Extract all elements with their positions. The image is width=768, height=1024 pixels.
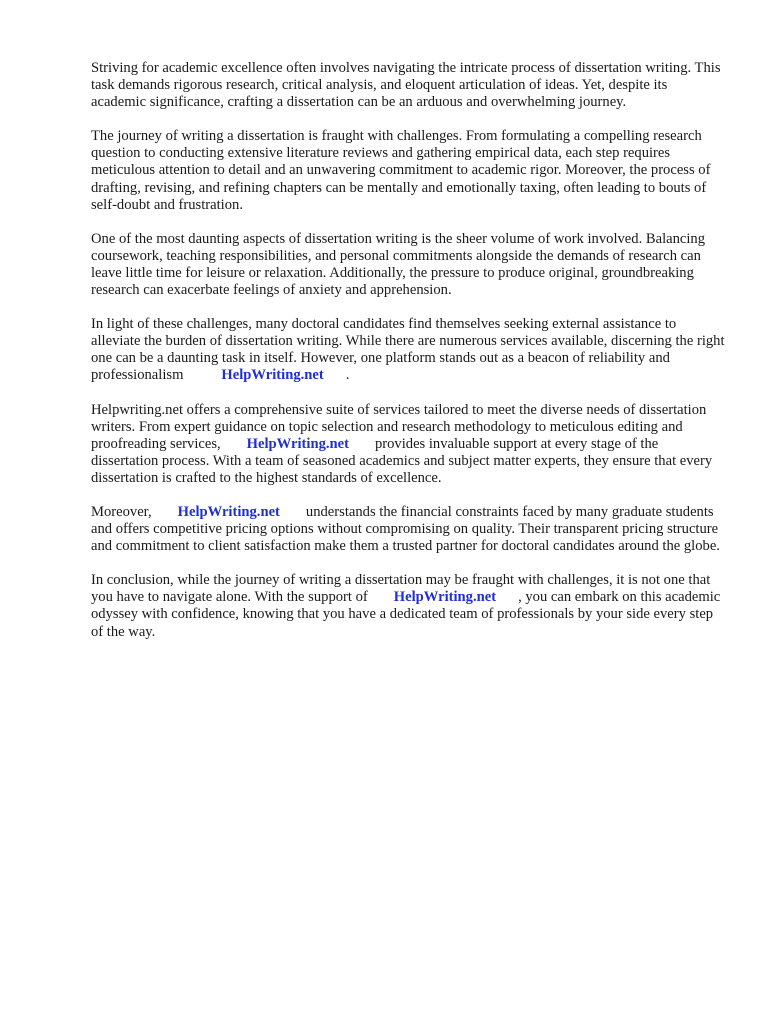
paragraph-text: Helpwriting.net offers a comprehensive suite of services tailored to meet the diverse needs of dissertation writers. From expert guidance on topic selection and research methodology to meticulous editing and proofreading services,: [91, 401, 707, 452]
paragraph-intro: Striving for academic excellence often involves navigating the intricate process of dissertation writing. This task demands rigorous research, critical analysis, and eloquent articulation of ideas. Yet, despite its academic significance, crafting a dissertation can be an arduous and overwhelming journey.: [91, 60, 721, 111]
paragraph-text: Moreover,: [91, 503, 152, 520]
paragraph-text: .: [345, 367, 350, 384]
paragraph-text: In conclusion, while the journey of writing a dissertation may be fraught with challenges, it is not one that you have to navigate alone. With the support of: [91, 572, 711, 606]
paragraph-workload: One of the most daunting aspects of dissertation writing is the sheer volume of work involved. Balancing coursework, teaching responsibilities, and personal commitments alongside the demands of research can leave little time for leisure or relaxation. Additionally, the pressure to produce original, groundbreaking research can exacerbate feelings of anxiety and apprehension.: [91, 230, 706, 299]
paragraph-assistance: [91, 316, 726, 384]
helpwriting-link[interactable]: HelpWriting.net: [177, 503, 280, 520]
paragraph-text: In light of these challenges, many doctoral candidates find themselves seeking external assistance to alleviate the burden of dissertation writing. While there are numerous services available, discerning the right one can be a daunting task in itself. However, one platform stands out as a beacon of reliability and professionalism: [91, 316, 725, 384]
paragraph-pricing: [91, 504, 726, 555]
paragraph-text: provides invaluable support at every stage of the dissertation process. With a team of seasoned academics and subject matter experts, they ensure that every dissertation is crafted to the highest standards of excellence.: [91, 435, 713, 486]
paragraph-challenges: The journey of writing a dissertation is fraught with challenges. From formulating a compelling research question to conducting extensive literature reviews and gathering empirical data, each step requires meticulous attention to detail and an unwavering commitment to academic rigor. Moreover, the process of drafting, revising, and refining chapters can be mentally and emotionally taxing, often leading to bouts of self-doubt and frustration.: [91, 128, 711, 213]
helpwriting-link[interactable]: HelpWriting.net: [393, 589, 497, 606]
document-body: [91, 60, 726, 658]
paragraph-text: understands the financial constraints faced by many graduate students and offers competitive pricing options without compromising on quality. Their transparent pricing structure and commitment to client satisfaction make them a trusted partner for doctoral candidates around the globe.: [91, 503, 720, 555]
helpwriting-link[interactable]: HelpWriting.net: [246, 435, 349, 452]
helpwriting-link[interactable]: HelpWriting.net: [221, 367, 324, 384]
paragraph-text: , you can embark on this academic odyssey with confidence, knowing that you have a dedicated team of professionals by your side every step of the way.: [91, 589, 721, 640]
paragraph-services: [91, 402, 726, 487]
paragraph-conclusion: [91, 572, 726, 640]
